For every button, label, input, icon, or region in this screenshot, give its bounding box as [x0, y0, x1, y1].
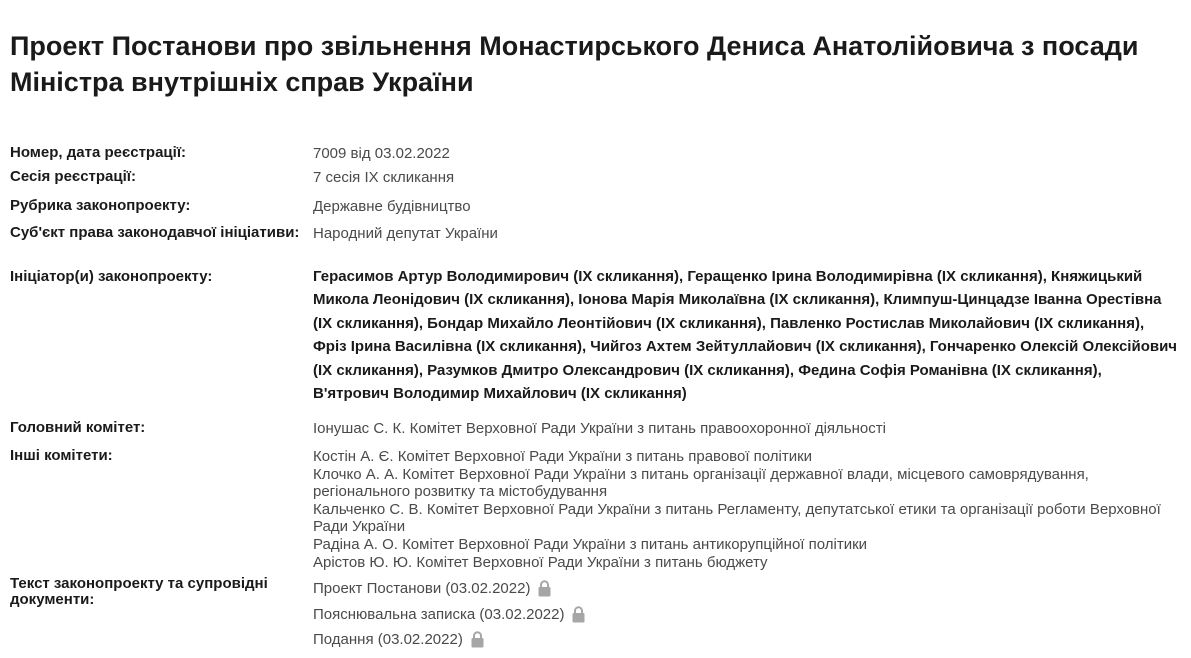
committee-item: Костін А. Є. Комітет Верховної Ради України з питань правової політики [313, 448, 813, 465]
document-item[interactable] [313, 627, 1181, 653]
number-date-value: 7009 від 03.02.2022 [313, 145, 450, 162]
lock-icon [471, 631, 484, 648]
row-documents [10, 576, 1181, 653]
committee-item: Радіна А. О. Комітет Верховної Ради України з питань антикорупційної політики [313, 535, 868, 553]
lock-icon [572, 606, 585, 623]
rubric-value: Державне будівництво [313, 198, 471, 215]
page-title: Проект Постанови про звільнення Монастирського Дениса Анатолійовича з посади Міністра внутрішніх справ України [10, 31, 1139, 97]
document-link[interactable]: Подання (03.02.2022) [313, 631, 463, 648]
other-committees-list [313, 448, 1181, 571]
initiators-value[interactable]: Герасимов Артур Володимирович (IX скликання), Геращенко Ірина Володимирівна (IX скликання), Княжицький Микола Леонідович (IX скликання), Іонова Марія Миколаївна (IX скликання), Климпуш-Цинцадзе Іванна Орестівна (IX скликання), Бондар Михайло Леонтійович (IX скликання), Павленко Ростислав Миколайович (IX скликання), Фріз Ірина Василівна (IX скликання), Чийгоз Ахтем Зейтуллайович (IX скликання), Гончаренко Олексій Олексійович (IX скликання), Разумков Дмитро Олександрович (IX скликання), Федина Софія Романівна (IX скликання), В'ятрович Володимир Михайлович (IX скликання) [313, 268, 1178, 403]
row-subject [10, 225, 1181, 269]
document-link[interactable]: Проект Постанови (03.02.2022) [313, 580, 531, 597]
lock-icon [538, 580, 551, 597]
document-link[interactable]: Пояснювальна записка (03.02.2022) [313, 605, 565, 623]
committee-item: Арістов Ю. Ю. Комітет Верховної Ради України з питань бюджету [313, 553, 768, 571]
committee-item: Клочко А. А. Комітет Верховної Ради України з питань організації державної влади, місцевого самоврядування, регіонального розвитку та містобудування [313, 465, 1089, 501]
subject-label: Суб'єкт права законодавчої ініціативи: [10, 224, 300, 241]
initiators-label: Ініціатор(и) законопроекту: [10, 268, 213, 285]
documents-list [313, 576, 1181, 653]
row-rubric [10, 198, 1181, 225]
row-initiators [10, 269, 1181, 420]
row-number-date [10, 142, 1181, 169]
rubric-label: Рубрика законопроекту: [10, 197, 191, 214]
row-other-committees [10, 448, 1181, 576]
row-session [10, 169, 1181, 198]
subject-value: Народний депутат України [313, 225, 498, 242]
main-committee-label: Головний комітет: [10, 419, 146, 436]
committee-item: Кальченко С. В. Комітет Верховної Ради України з питань Регламенту, депутатської етики та організації роботи Верховної Ради України [313, 500, 1161, 536]
main-committee-value: Іонушас С. К. Комітет Верховної Ради України з питань правоохоронної діяльності [313, 420, 886, 437]
session-label: Сесія реєстрації: [10, 168, 136, 185]
bill-details [10, 142, 1181, 653]
other-committees-label: Інші комітети: [10, 447, 113, 464]
session-value: 7 сесія IX скликання [313, 169, 455, 186]
documents-label: Текст законопроекту та супровідні документи: [10, 575, 268, 608]
row-main-committee [10, 420, 1181, 448]
document-item[interactable] [313, 576, 1181, 602]
document-item[interactable] [313, 602, 1181, 628]
number-date-label: Номер, дата реєстрації: [10, 144, 187, 161]
